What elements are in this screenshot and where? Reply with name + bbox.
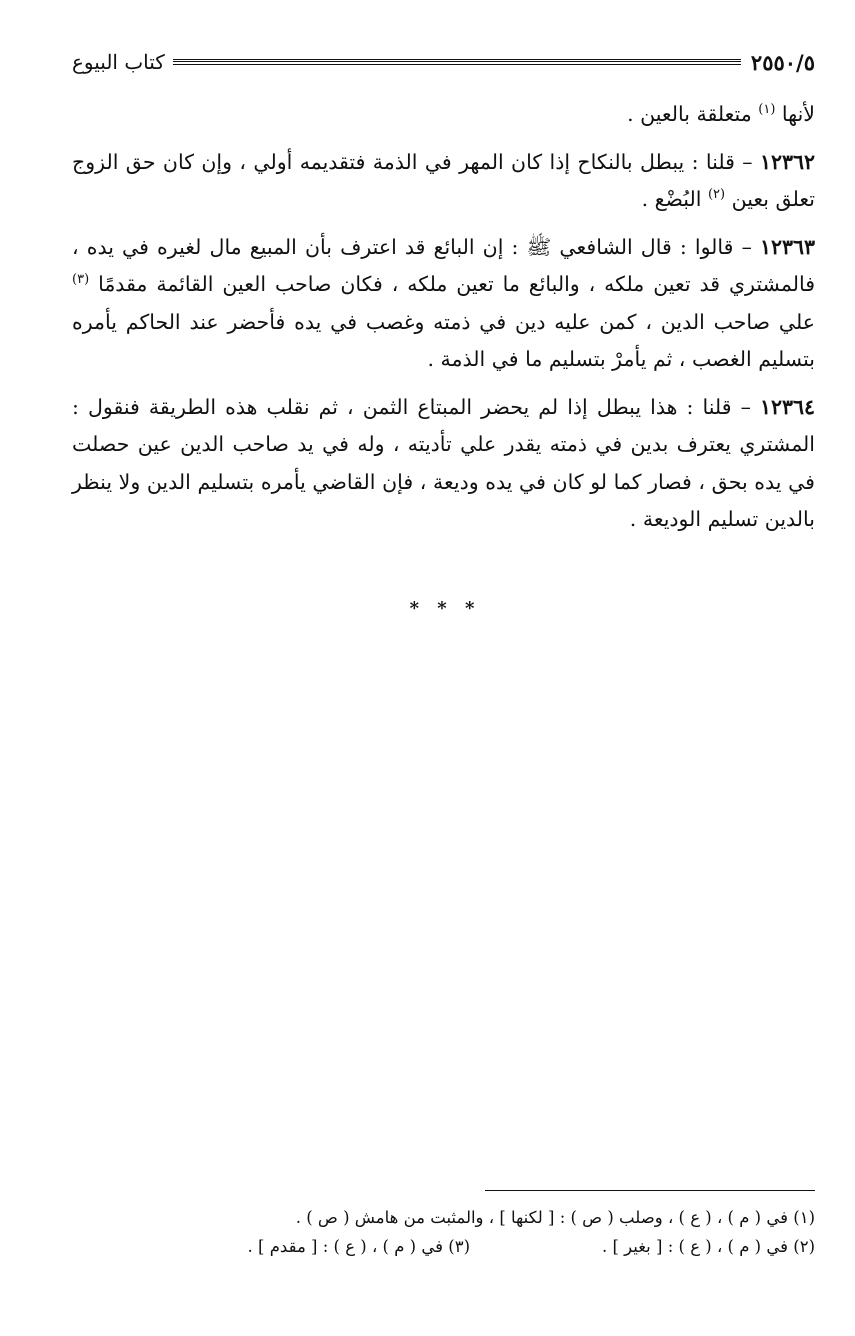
paragraph-number: ١٢٣٦٢ — [759, 149, 815, 174]
footnote-2: (٢) في ( م ) ، ( ع ) : [ بغير ] . — [601, 1237, 815, 1256]
paragraph-text: لأنها — [775, 102, 815, 126]
paragraph-12362 — [72, 144, 815, 219]
footnote-ref-3: (٣) — [72, 272, 90, 288]
paragraph-text: البُضْع . — [641, 187, 708, 211]
book-title: كتاب البيوع — [72, 50, 165, 74]
section-separator: * * * — [409, 598, 481, 619]
footnote-row — [72, 1232, 815, 1261]
paragraph-number: ١٢٣٦٤ — [759, 394, 815, 419]
paragraph-text: متعلقة بالعين . — [627, 102, 759, 126]
footnotes — [72, 1203, 815, 1261]
footnote-1: (١) في ( م ) ، ( ع ) ، وصلب ( ص ) : [ لكنها ] ، والمثبت من هامش ( ص ) . — [295, 1208, 815, 1227]
page-header — [72, 46, 815, 78]
page-number: ٢٥٥٠/٥ — [750, 49, 815, 75]
paragraph-12363 — [72, 229, 815, 379]
footnote-3: (٣) في ( م ) ، ( ع ) : [ مقدم ] . — [247, 1237, 470, 1256]
paragraph-continuation — [72, 96, 815, 134]
paragraph-text: علي صاحب الدين ، كمن عليه دين في ذمته وغصب في يده فأحضر عند الحاكم يأمره بتسليم الغصب ، ثم يأمرْ بتسليم ما في الذمة . — [72, 309, 815, 371]
paragraph-12364 — [72, 389, 815, 539]
header-rule — [173, 59, 741, 65]
footnote-ref-1: (١) — [758, 102, 776, 118]
paragraph-text: – قالوا : قال الشافعي ﷺ : إن البائع قد اعترف بأن المبيع مال لغيره في يده ، فالمشتري قد تعين ملكه ، والبائع ما تعين ملكه ، فكان صاحب العين القائمة مقدمًا — [72, 234, 815, 296]
paragraph-text: – قلنا : يبطل بالنكاح إذا كان المهر في الذمة فتقديمه أولي ، وإن كان حق الزوج تعلق بعين — [72, 149, 815, 211]
paragraph-text: – قلنا : هذا يبطل إذا لم يحضر المبتاع الثمن ، ثم نقلب هذه الطريقة فنقول : المشتري يعترف بدين في ذمته يقدر علي تأديته ، وله في يد صاحب الدين عين حصلت في يده بحق ، فصار كما لو كان في يده وديعة ، فإن القاضي يأمره بتسليم الدين ولا ينظر بالدين تسليم الوديعة . — [72, 394, 815, 531]
body-text — [72, 96, 815, 549]
footnote-rule — [485, 1190, 815, 1191]
footnote-ref-2: (٢) — [707, 187, 726, 203]
paragraph-number: ١٢٣٦٣ — [759, 234, 815, 259]
